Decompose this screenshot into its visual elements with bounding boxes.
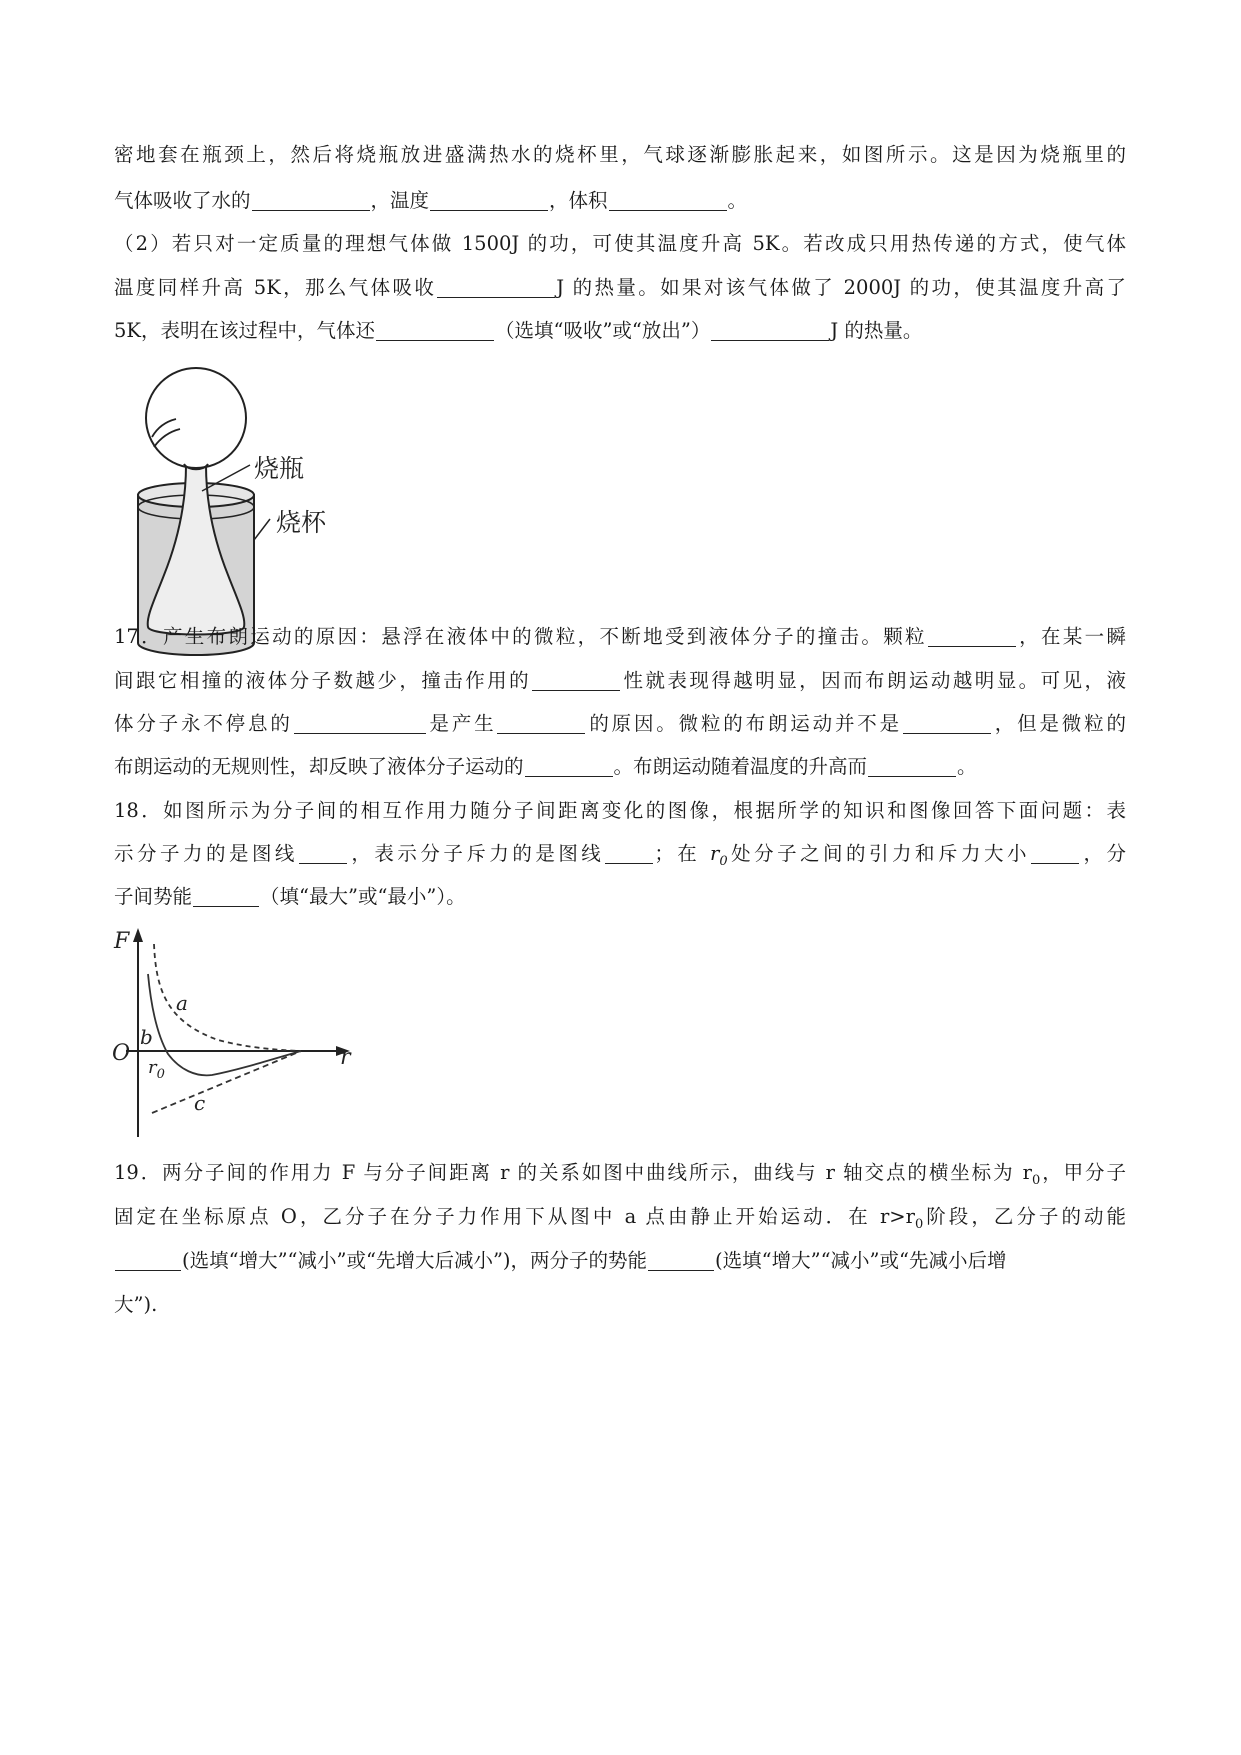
q17-line-2: 间跟它相撞的液体分子数越少，撞击作用的 性就表现得越明显，因而布朗运动越明显。可见，液 bbox=[114, 669, 1126, 692]
q16-line-2: 气体吸收了水的 ，温度 ，体积 。 bbox=[114, 189, 748, 212]
q19-line-3: (选填“增大”“减小”或“先增大后减小”)，两分子的势能 (选填“增大”“减小”或“先减小后增 bbox=[114, 1237, 1126, 1285]
answer-blank[interactable] bbox=[525, 754, 613, 777]
answer-blank[interactable] bbox=[299, 841, 347, 864]
answer-blank[interactable] bbox=[532, 668, 620, 691]
answer-blank[interactable] bbox=[193, 884, 259, 907]
answer-blank[interactable] bbox=[1031, 841, 1079, 864]
answer-blank[interactable] bbox=[437, 275, 555, 298]
q16-line-3: （2）若只对一定质量的理想气体做 1500J 的功，可使其温度升高 5K。若改成只用热传递的方式，使气体 bbox=[114, 232, 1126, 255]
axis-label-F: F bbox=[114, 929, 130, 954]
answer-blank[interactable] bbox=[711, 318, 829, 341]
q18-line-3: 子间势能 （填“最大”或“最小”）。 bbox=[114, 885, 466, 908]
q16-line-4: 温度同样升高 5K，那么气体吸收 J 的热量。如果对该气体做了 2000J 的功，使其温度升高了 bbox=[114, 276, 1126, 299]
q18-line-2: 示分子力的是图线 ，表示分子斥力的是图线 ；在 $r_0$处分子之间的引力和斥力大小 ，分 bbox=[114, 842, 1126, 869]
beaker-label: 烧杯 bbox=[276, 508, 327, 537]
answer-blank[interactable] bbox=[928, 624, 1016, 647]
answer-blank[interactable] bbox=[609, 188, 727, 211]
curve-b bbox=[148, 974, 301, 1075]
q17-line-4: 布朗运动的无规则性，却反映了液体分子运动的 。布朗运动随着温度的升高而 。 bbox=[114, 755, 977, 778]
answer-blank[interactable] bbox=[497, 711, 585, 734]
q16-line-5: 5K，表明在该过程中，气体还 （选填“吸收”或“放出”） J 的热量。 bbox=[114, 319, 923, 342]
molecular-force-graph bbox=[108, 922, 408, 1147]
answer-blank[interactable] bbox=[115, 1248, 181, 1271]
answer-blank[interactable] bbox=[430, 188, 548, 211]
q19-line-4: 大”). bbox=[114, 1293, 158, 1316]
q18-line-1: 18．如图所示为分子间的相互作用力随分子间距离变化的图像，根据所学的知识和图像回答下面问题：表 bbox=[114, 799, 1126, 822]
q17-line-1: 17．产生布朗运动的原因：悬浮在液体中的微粒，不断地受到液体分子的撞击。颗粒 ，在某一瞬 bbox=[114, 625, 1126, 648]
q19-line-2: 固定在坐标原点 O，乙分子在分子力作用下从图中 a 点由静止开始运动．在 $r>r_0$阶段，乙分子的动能 bbox=[114, 1205, 1126, 1232]
q16-line-1: 密地套在瓶颈上，然后将烧瓶放进盛满热水的烧杯里，气球逐渐膨胀起来，如图所示。这是因为烧瓶里的 bbox=[114, 143, 1126, 166]
r0-label: $r_0$ bbox=[148, 1057, 165, 1082]
answer-blank[interactable] bbox=[648, 1248, 714, 1271]
origin-label: O bbox=[112, 1041, 131, 1066]
q17-line-3: 体分子永不停息的 是产生 的原因。微粒的布朗运动并不是 ，但是微粒的 bbox=[114, 712, 1126, 735]
flask-label: 烧瓶 bbox=[254, 454, 305, 483]
curve-label-c: c bbox=[194, 1091, 206, 1115]
answer-blank[interactable] bbox=[294, 711, 426, 734]
curve-label-a: a bbox=[176, 991, 188, 1015]
axis-label-r: r bbox=[340, 1045, 351, 1070]
answer-blank[interactable] bbox=[252, 188, 370, 211]
q19-line-1: 19．两分子间的作用力 F 与分子间距离 r 的关系如图中曲线所示，曲线与 r 轴交点的横坐标为 $r_0$，甲分子 bbox=[114, 1161, 1126, 1188]
answer-blank[interactable] bbox=[868, 754, 956, 777]
curve-label-b: b bbox=[140, 1025, 153, 1049]
answer-blank[interactable] bbox=[903, 711, 991, 734]
answer-blank[interactable] bbox=[376, 318, 494, 341]
answer-blank[interactable] bbox=[605, 841, 653, 864]
